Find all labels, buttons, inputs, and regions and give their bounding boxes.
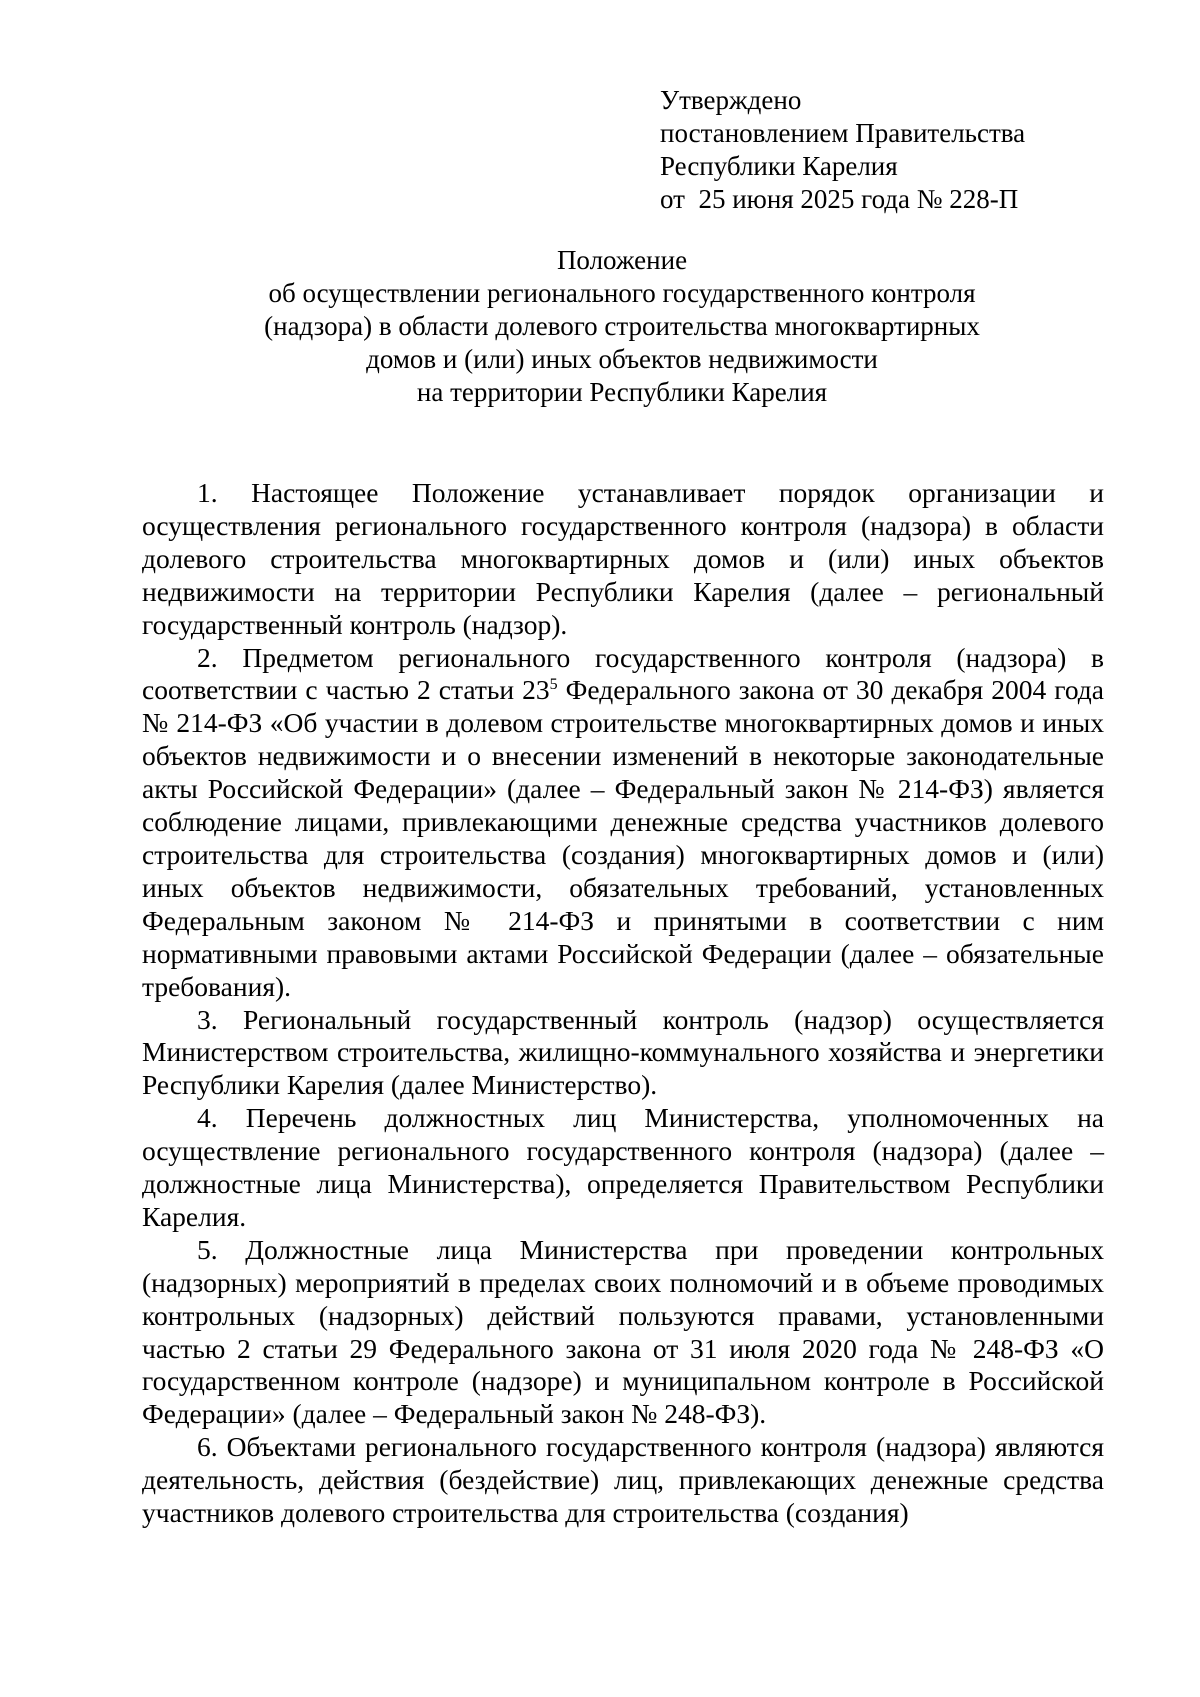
paragraph-5 <box>142 1234 1104 1431</box>
paragraph-text: Региональный государственный контроль (надзор) осуществляется Министерством строительства, жилищно-коммунального хозяйства и энергетики Республики Карелия (далее Министерство). <box>142 1003 1105 1101</box>
approval-line: Республики Карелия <box>660 151 898 181</box>
paragraph-number: 1. <box>197 477 218 508</box>
title-line: на территории Республики Карелия <box>416 377 828 407</box>
document-body <box>142 477 1104 1530</box>
paragraph-3 <box>142 1004 1104 1103</box>
approval-line: постановлением Правительства <box>660 118 1026 148</box>
paragraph-text: Федерального закона от 30 декабря 2004 года № 214-ФЗ «Об участии в долевом строительстве многоквартирных домов и иных объектов недвижимости и о внесении изменений в некоторые законодательные акты Российской Федерации» (далее – Федеральный закон № 214-ФЗ) является соблюдение лицами, привлекающими денежные средства участников долевого строительства для строительства (создания) многоквартирных домов и (или) иных объектов недвижимости, обязательных требований, установленных Федеральным законом № 214-ФЗ и принятыми в соответствии с ним нормативными правовыми актами Российской Федерации (далее – обязательные требования). <box>142 674 1104 1002</box>
paragraph-text: Настоящее Положение устанавливает порядок организации и осуществления регионального государственного контроля (надзора) в области долевого строительства многоквартирных домов и (или) иных объектов недвижимости на территории Республики Карелия (далее – региональный государственный контроль (надзор). <box>142 477 1105 640</box>
superscript: 5 <box>549 676 558 694</box>
paragraph-4 <box>142 1102 1104 1234</box>
approval-date-line: от 25 июня 2025 года № 228-П <box>660 184 1019 214</box>
approval-block <box>660 84 1140 216</box>
paragraph-text: Перечень должностных лиц Министерства, уполномоченных на осуществление регионального государственного контроля (надзора) (далее – должностные лица Министерства), определяется Правительством Республики Карелия. <box>142 1102 1105 1232</box>
document-title <box>142 244 1102 409</box>
paragraph-text: Должностные лица Министерства при проведении контрольных (надзорных) мероприятий в пределах своих полномочий и в объеме проводимых контрольных (надзорных) действий пользуются правами, установленными частью 2 статьи 29 Федерального закона от 31 июля 2020 года № 248-ФЗ «О государственном контроле (надзоре) и муниципальном контроле в Российской Федерации» (далее – Федеральный закон № 248-ФЗ). <box>142 1233 1105 1430</box>
paragraph-number: 5. <box>197 1233 218 1265</box>
paragraph-number: 3. <box>197 1003 218 1035</box>
paragraph-text: Объектами регионального государственного контроля (надзора) являются деятельность, действия (бездействие) лиц, привлекающих денежные средства участников долевого строительства для строительства (создания) <box>142 1431 1104 1529</box>
approval-line: Утверждено <box>660 85 802 115</box>
paragraph-6 <box>142 1431 1104 1530</box>
title-line: Положение <box>556 245 688 275</box>
paragraph-number: 4. <box>197 1102 218 1134</box>
title-line: об осуществлении регионального государственного контроля <box>268 278 976 308</box>
paragraph-1 <box>142 477 1104 642</box>
paragraph-number: 2. <box>197 641 218 673</box>
paragraph-number: 6. <box>197 1431 218 1463</box>
title-line: домов и (или) иных объектов недвижимости <box>366 344 878 374</box>
paragraph-2 <box>142 642 1104 1004</box>
paragraph-text: Предметом регионального государственного контроля (надзора) в соответствии с частью 2 статьи 23 <box>142 641 1104 706</box>
title-line: (надзора) в области долевого строительства многоквартирных <box>264 311 980 341</box>
